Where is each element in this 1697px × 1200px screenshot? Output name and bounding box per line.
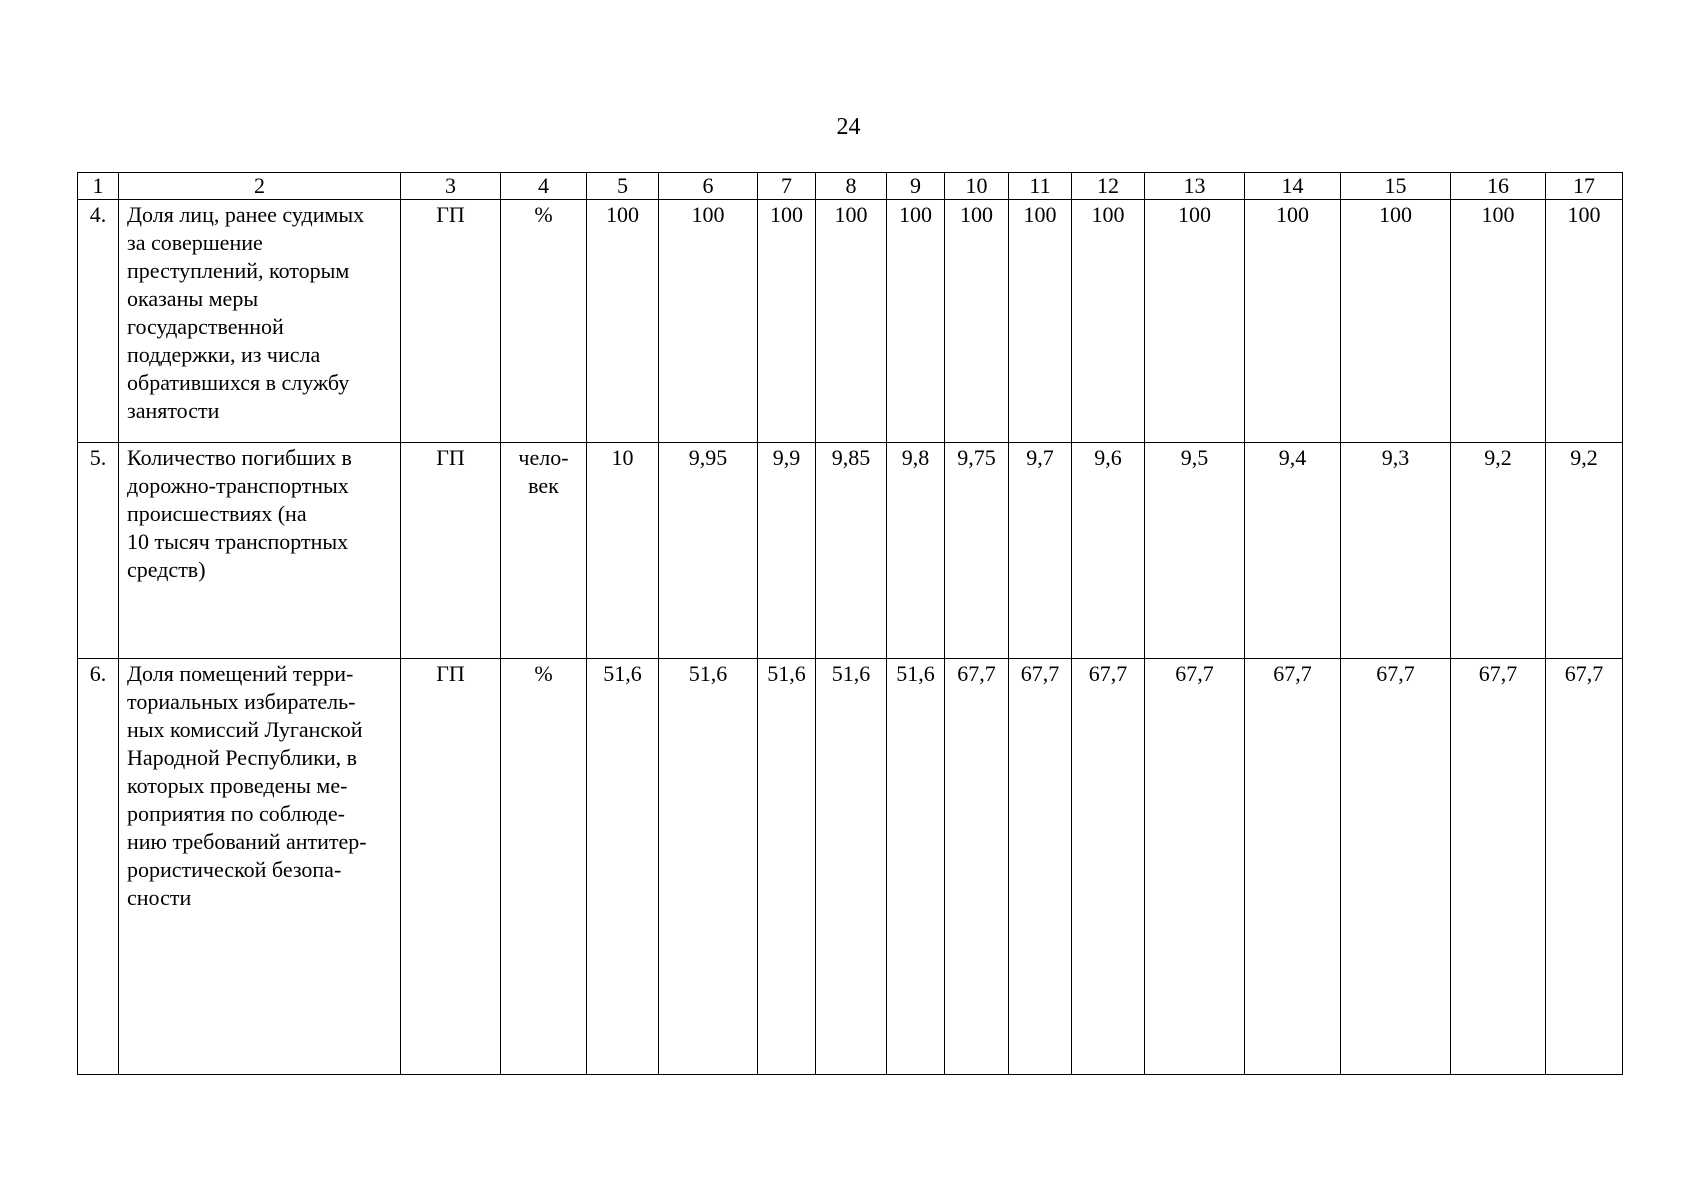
value-cell: 9,2 [1546,443,1623,659]
indicators-table [77,172,1623,1075]
value-cell: 100 [887,200,945,443]
value-cell: 9,5 [1145,443,1245,659]
value-cell: 100 [758,200,816,443]
column-header: 11 [1009,173,1072,200]
row-number-cell: 6. [78,659,119,1075]
indicator-name-cell: Доля лиц, ранее судимых за совершение преступлений, которым оказаны меры государственной поддержки, из числа обратившихся в службу занятости [119,200,401,443]
value-cell: 9,4 [1245,443,1341,659]
column-header: 15 [1341,173,1451,200]
value-cell: 67,7 [1546,659,1623,1075]
page-number: 24 [836,114,861,140]
row-number-cell: 5. [78,443,119,659]
unit-cell: % [501,659,587,1075]
column-header: 4 [501,173,587,200]
value-cell: 100 [816,200,887,443]
value-cell: 51,6 [587,659,659,1075]
unit-cell: чело- век [501,443,587,659]
column-header: 17 [1546,173,1623,200]
column-header: 16 [1451,173,1546,200]
value-cell: 9,7 [1009,443,1072,659]
header-row [78,173,1623,200]
value-cell: 100 [659,200,758,443]
program-cell: ГП [401,443,501,659]
value-cell: 9,95 [659,443,758,659]
value-cell: 67,7 [1245,659,1341,1075]
row-number-cell: 4. [78,200,119,443]
value-cell: 100 [945,200,1009,443]
program-cell: ГП [401,200,501,443]
column-header: 1 [78,173,119,200]
value-cell: 100 [1072,200,1145,443]
value-cell: 100 [1145,200,1245,443]
value-cell: 100 [1245,200,1341,443]
value-cell: 100 [1009,200,1072,443]
value-cell: 9,3 [1341,443,1451,659]
value-cell: 9,85 [816,443,887,659]
value-cell: 67,7 [1009,659,1072,1075]
table-row [78,200,1623,443]
value-cell: 9,6 [1072,443,1145,659]
value-cell: 51,6 [758,659,816,1075]
value-cell: 100 [1341,200,1451,443]
column-header: 14 [1245,173,1341,200]
table-row [78,659,1623,1075]
value-cell: 67,7 [1145,659,1245,1075]
column-header: 8 [816,173,887,200]
value-cell: 67,7 [945,659,1009,1075]
value-cell: 9,75 [945,443,1009,659]
column-header: 6 [659,173,758,200]
column-header: 12 [1072,173,1145,200]
value-cell: 9,9 [758,443,816,659]
column-header: 5 [587,173,659,200]
value-cell: 100 [1546,200,1623,443]
value-cell: 51,6 [816,659,887,1075]
indicator-name-cell: Доля помещений терри- ториальных избиратель- ных комиссий Луганской Народной Республики, в которых проведены ме- роприятия по соблюде- нию требований антитер- рористической безопа- сности [119,659,401,1075]
value-cell: 100 [1451,200,1546,443]
value-cell: 67,7 [1341,659,1451,1075]
column-header: 10 [945,173,1009,200]
program-cell: ГП [401,659,501,1075]
value-cell: 67,7 [1451,659,1546,1075]
column-header: 3 [401,173,501,200]
value-cell: 100 [587,200,659,443]
table-row [78,443,1623,659]
value-cell: 51,6 [887,659,945,1075]
value-cell: 10 [587,443,659,659]
value-cell: 9,2 [1451,443,1546,659]
value-cell: 9,8 [887,443,945,659]
value-cell: 51,6 [659,659,758,1075]
column-header: 7 [758,173,816,200]
unit-cell: % [501,200,587,443]
column-header: 2 [119,173,401,200]
indicator-name-cell: Количество погибших в дорожно-транспортных происшествиях (на 10 тысяч транспортных средств) [119,443,401,659]
value-cell: 67,7 [1072,659,1145,1075]
column-header: 13 [1145,173,1245,200]
column-header: 9 [887,173,945,200]
